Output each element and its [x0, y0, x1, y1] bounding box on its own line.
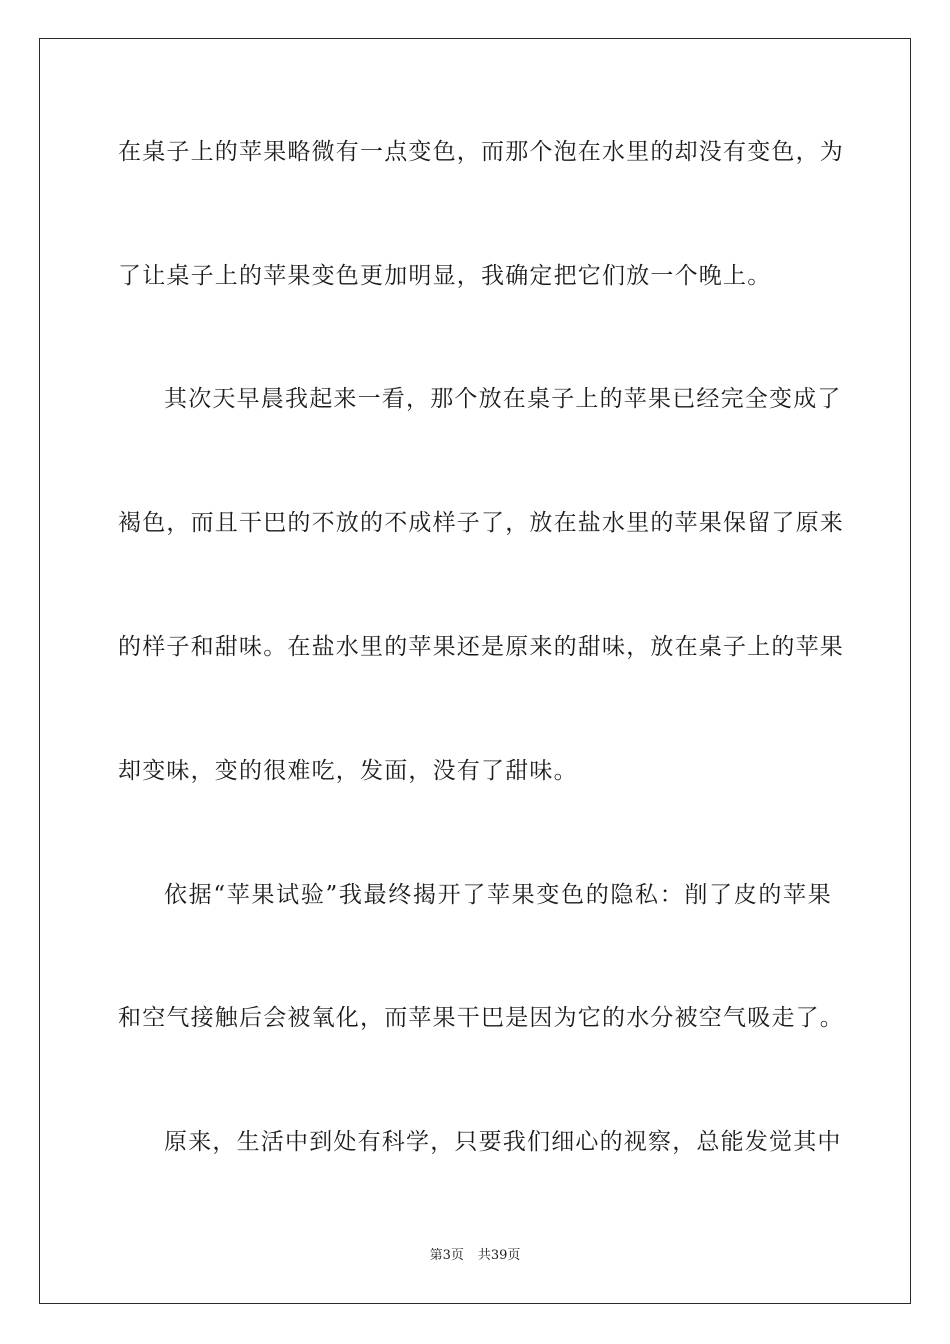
- body-line-4: 褐色，而且干巴的不放的不成样子了，放在盐水里的苹果保留了原来: [118, 510, 844, 536]
- body-line-1: 在桌子上的苹果略微有一点变色，而那个泡在水里的却没有变色，为: [118, 139, 844, 165]
- body-line-3: 其次天早晨我起来一看，那个放在桌子上的苹果已经完全变成了: [164, 386, 842, 412]
- body-line-7: 依据“苹果试验”我最终揭开了苹果变色的隐私：削了皮的苹果: [164, 882, 832, 908]
- current-page-number: 第3页: [429, 1248, 464, 1263]
- page-footer: [0, 1247, 950, 1265]
- body-line-8: 和空气接触后会被氧化，而苹果干巴是因为它的水分被空气吸走了。: [118, 1005, 844, 1031]
- total-page-count: 共39页: [477, 1248, 521, 1263]
- body-line-6: 却变味，变的很难吃，发面，没有了甜味。: [118, 758, 578, 784]
- body-line-5: 的样子和甜味。在盐水里的苹果还是原来的甜味，放在桌子上的苹果: [118, 634, 844, 660]
- body-line-9: 原来，生活中到处有科学，只要我们细心的视察，总能发觉其中: [164, 1129, 842, 1155]
- page-border: [39, 38, 911, 1304]
- body-line-2: 了让桌子上的苹果变色更加明显，我确定把它们放一个晚上。: [118, 263, 772, 289]
